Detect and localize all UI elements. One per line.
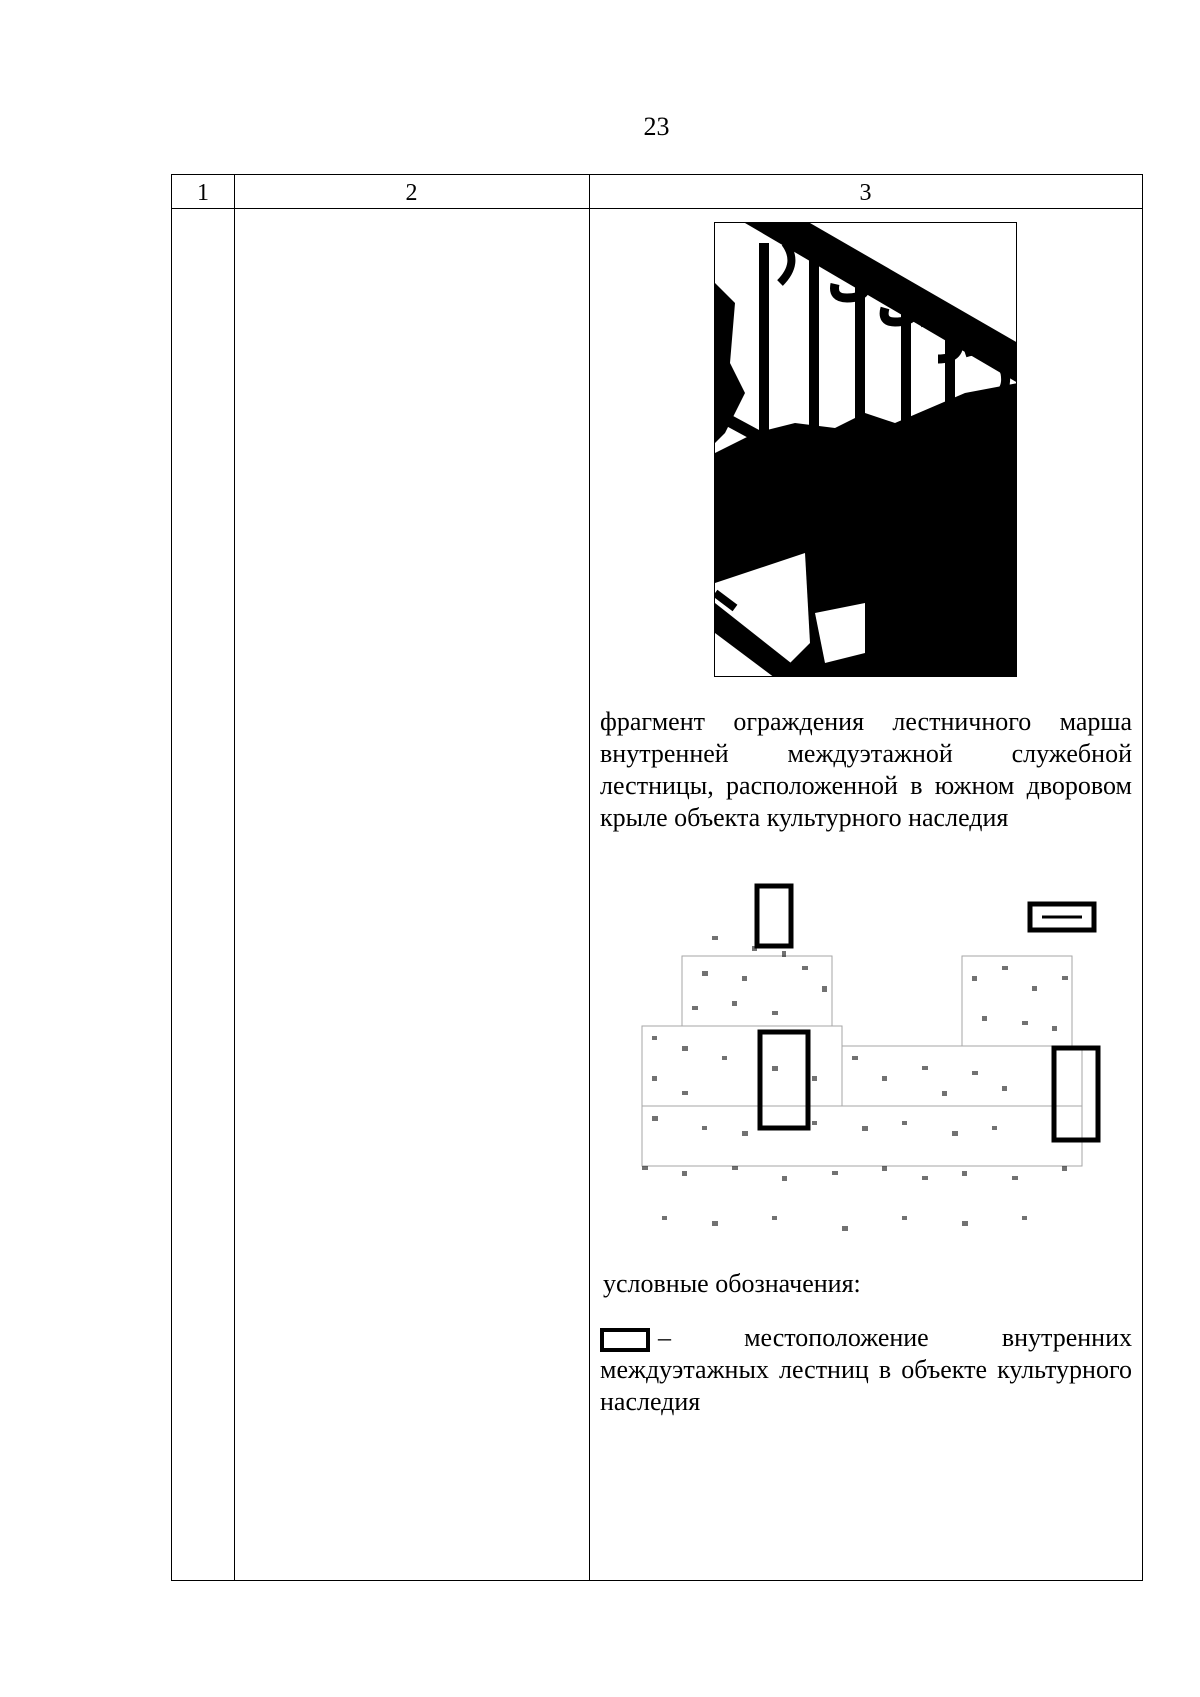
legend-dash: –: [658, 1323, 671, 1352]
column-header-2: 2: [405, 180, 418, 206]
column-header-3: 3: [859, 180, 872, 206]
legend-word-1: местоположение: [744, 1323, 929, 1352]
column-header-1: 1: [197, 180, 209, 206]
legend-text-rest: междуэтажных лестниц в объекте культурного наследия: [600, 1355, 1132, 1416]
floor-plan-drawing: [622, 876, 1108, 1256]
legend-title: условные обозначения:: [603, 1269, 861, 1298]
photo-caption: фрагмент ограждения лестничного марша внутренней междуэтажной служебной лестницы, расположенной в южном дворовом крыле объекта культурного наследия: [600, 707, 1132, 832]
legend-item: [600, 1322, 1132, 1418]
page-number: 23: [643, 112, 670, 141]
railing-photo-graphic: [715, 223, 1017, 677]
column-divider-1: [234, 175, 235, 1580]
legend-first-line: [600, 1322, 1132, 1354]
legend-symbol-group: [600, 1322, 671, 1354]
floor-plan-graphic: [622, 876, 1108, 1256]
stair-railing-photo: [714, 222, 1017, 677]
staircase-marker-icon: [600, 1328, 650, 1352]
column-divider-2: [589, 175, 590, 1580]
legend-word-2: внутренних: [1001, 1323, 1132, 1352]
header-row-divider: [172, 208, 1142, 209]
